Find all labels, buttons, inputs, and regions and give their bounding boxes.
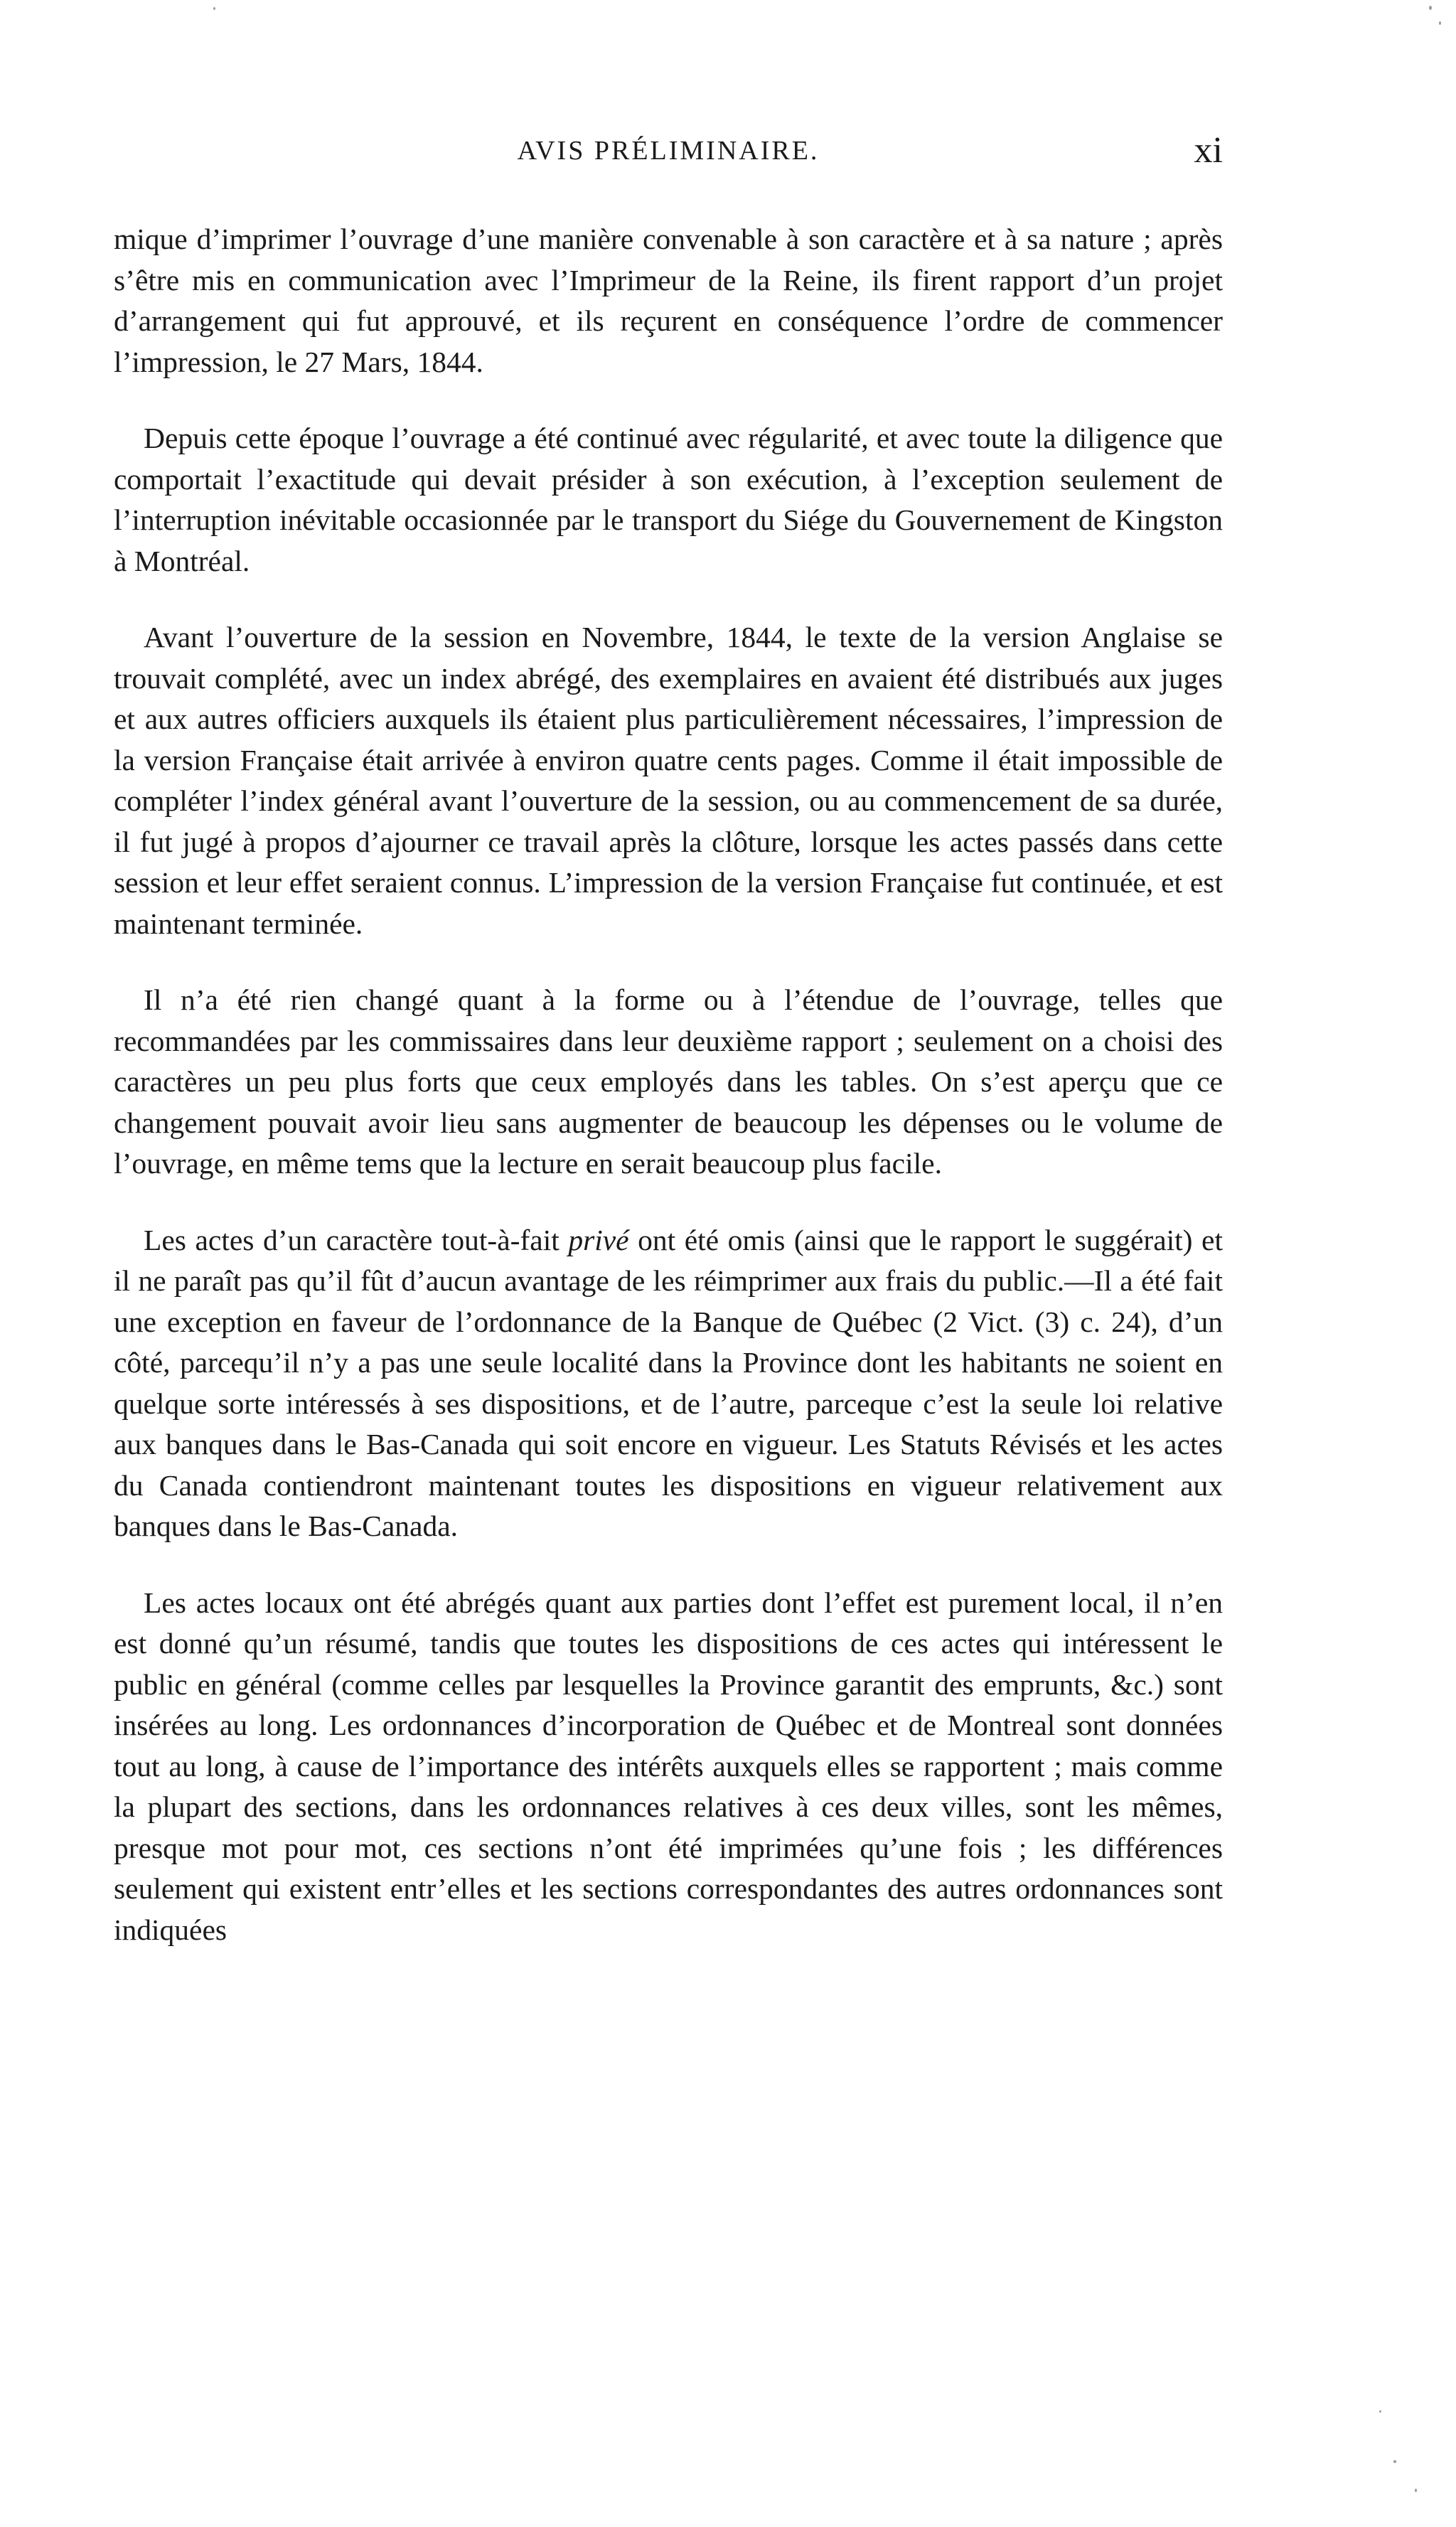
paragraph — [114, 1220, 1223, 1547]
scan-speck — [1429, 6, 1432, 10]
paragraph-continuation: mique d’imprimer l’ouvrage d’une manière convenable à son caractère et à sa nature ; après s’être mis en communication avec l’Imprimeur de la Reine, ils firent rapport d’un projet d’arrangement qui fut approuvé, et ils reçurent en conséquence l’ordre de commencer l’impression, le 27 Mars, 1844. — [114, 223, 1223, 378]
running-title: AVIS PRÉLIMINAIRE. — [517, 136, 820, 166]
scan-speck — [1379, 2410, 1381, 2413]
scan-speck — [1439, 21, 1441, 25]
page-number: xi — [1194, 130, 1223, 171]
scan-speck — [1393, 2460, 1396, 2463]
paragraph: Les actes locaux ont été abrégés quant aux parties dont l’effet est purement local, il n’en est donné qu’un résumé, tandis que toutes les dispositions de ces actes qui intéressent le public en général (comme celles par lesquelles la Province garantit des emprunts, &c.) sont insérées au long. Les ordonnances d’incorporation de Québec et de Montreal sont données tout au long, à cause de l’importance des intérêts auxquels elles se rapportent ; mais comme la plupart des sections, dans les ordonnances relatives à ces deux villes, sont les mêmes, presque mot pour mot, ces sections n’ont été imprimées qu’une fois ; les différences seulement qui existent entr’elles et les sections correspondantes des autres ordonnances sont indiquées — [114, 1586, 1223, 1946]
paragraph: Avant l’ouverture de la session en Novembre, 1844, le texte de la version Anglaise se trouvait complété, avec un index abrégé, des exemplaires en avaient été distribués aux juges et aux autres officiers auxquels ils étaient plus particulièrement nécessaires, l’impression de la version Française était arrivée à environ quatre cents pages. Comme il était impossible de compléter l’index général avant l’ouverture de la session, ou au commencement de sa durée, il fut jugé à propos d’ajourner ce travail après la clôture, lorsque les actes passés dans cette session et leur effet seraient connus. L’impression de la version Française fut continuée, et est maintenant terminée. — [114, 621, 1223, 940]
paragraph-text: Les actes d’un caractère tout-à-fait — [144, 1223, 569, 1256]
body-text — [114, 219, 1223, 1950]
paragraph: Il n’a été rien changé quant à la forme ou à l’étendue de l’ouvrage, telles que recommandées par les commissaires dans leur deuxième rapport ; seulement on a choisi des caractères un peu plus forts que ceux employés dans les tables. On s’est aperçu que ce changement pouvait avoir lieu sans augmenter de beaucoup les dépenses ou le volume de l’ouvrage, en même tems que la lecture en serait beaucoup plus facile. — [114, 983, 1223, 1180]
running-header — [114, 129, 1223, 179]
paragraph-text: ont été omis (ainsi que le rapport le suggérait) et il ne paraît pas qu’il fût d’aucun avantage de les réimprimer aux frais du public.—Il a été fait une exception en faveur de l’ordonnance de la Banque de Québec (2 Vict. (3) c. 24), d’un côté, parcequ’il n’y a pas une seule localité dans la Province dont les habitants ne soient en quelque sorte intéressés à ses dispositions, et de l’autre, parceque c’est la seule loi relative aux banques dans le Bas-Canada qui soit encore en vigueur. Les Statuts Révisés et les actes du Canada contiendront maintenant toutes les dispositions en vigueur relativement aux banques dans le Bas-Canada. — [114, 1223, 1223, 1542]
paragraph: Depuis cette époque l’ouvrage a été continué avec régularité, et avec toute la diligence que comportait l’exactitude qui devait présider à son exécution, à l’exception seulement de l’interruption inévitable occasionnée par le transport du Siége du Gouvernement de Kingston à Montréal. — [114, 422, 1223, 577]
scan-speck — [213, 7, 215, 10]
scan-speck — [1415, 2489, 1417, 2492]
italic-word: privé — [568, 1223, 629, 1256]
